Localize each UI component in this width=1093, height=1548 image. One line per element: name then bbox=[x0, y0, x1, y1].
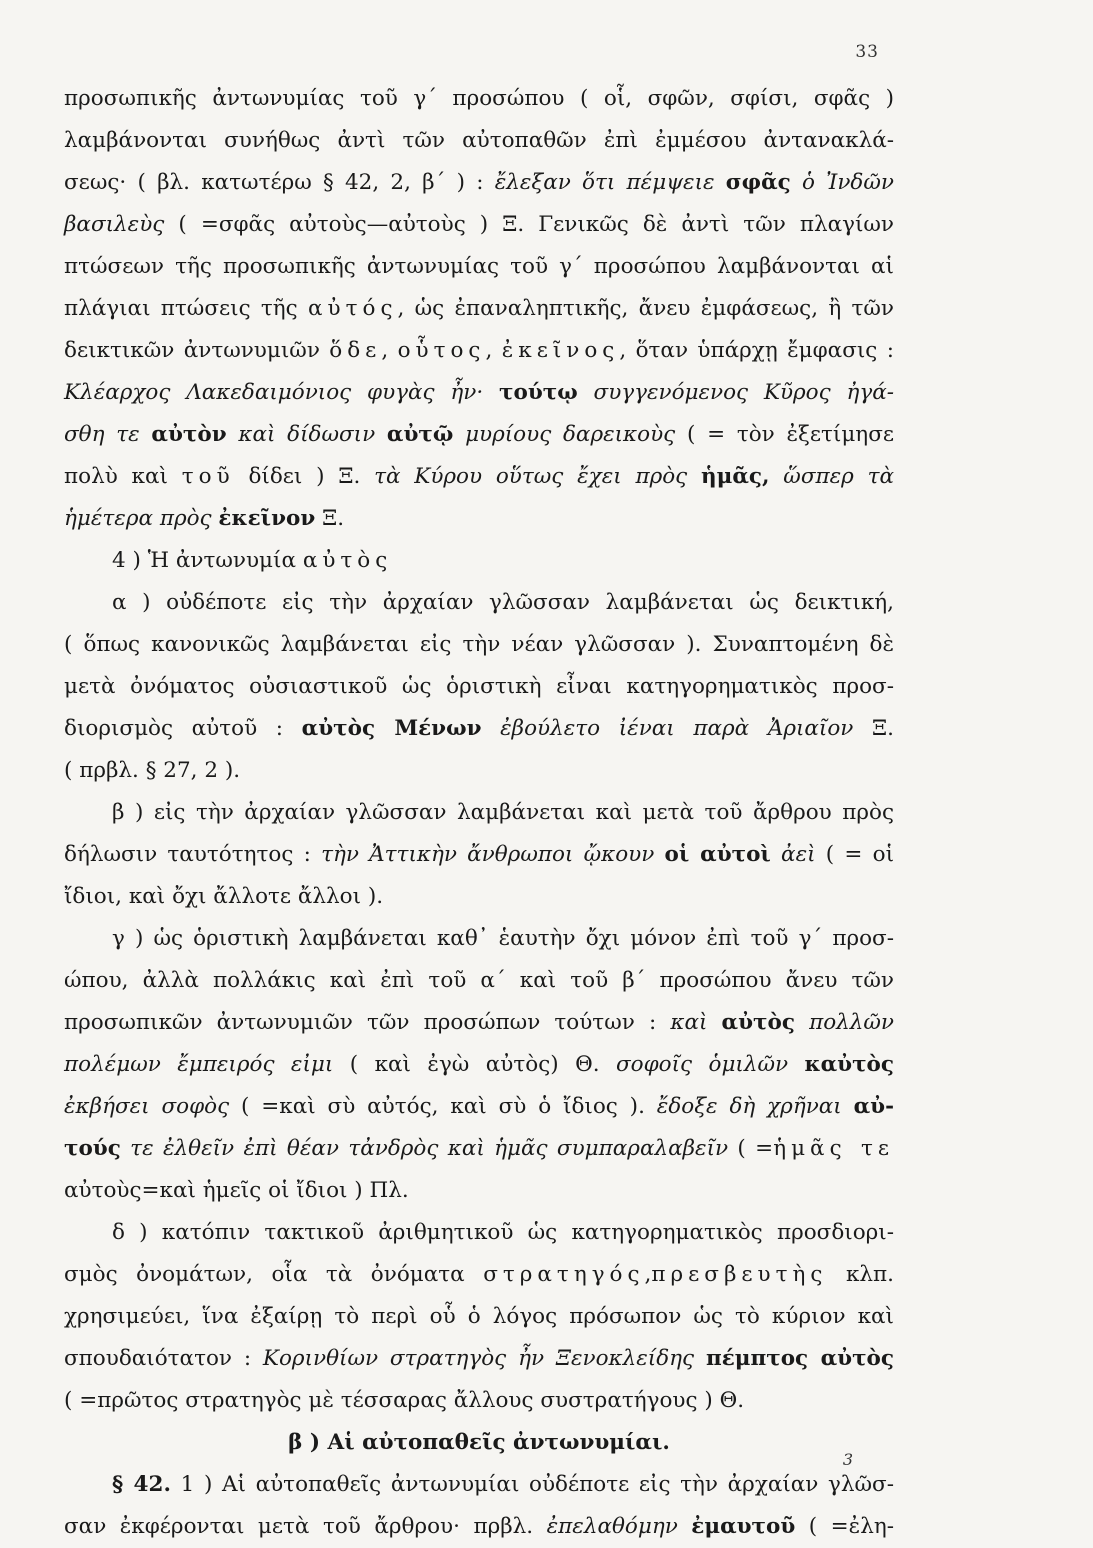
text-line: σθη τε αὐτὸν καὶ δίδωσιν αὐτῷ μυρίους δαρεικοὺς ( = τὸν ἐξετίμησε bbox=[64, 422, 895, 447]
body-text bbox=[64, 78, 894, 1548]
text-line: γ ) ὡς ὁριστικὴ λαμβάνεται καθ᾽ ἑαυτὴν ὄχι μόνον ἐπὶ τοῦ γ΄ προσ- bbox=[112, 926, 894, 951]
text-line: ( πρβλ. § 27, 2 ). bbox=[64, 758, 241, 783]
text-line: πλάγιαι πτώσεις τῆς αὐτός, ὡς ἐπαναληπτικῆς, ἄνευ ἐμφάσεως, ἢ τῶν bbox=[64, 296, 894, 321]
text-line: πολέμων ἔμπειρός εἰμι ( καὶ ἐγὼ αὐτὸς) Θ. σοφοῖς ὁμιλῶν καὐτὸς bbox=[64, 1052, 894, 1077]
section-heading-line: 4 ) Ἡ ἀντωνυμία αὐτὸς bbox=[112, 548, 393, 573]
text-line: ώπου, ἀλλὰ πολλάκις καὶ ἐπὶ τοῦ α΄ καὶ τοῦ β΄ προσώπου ἄνευ τῶν bbox=[64, 968, 894, 993]
text-line: μετὰ ὀνόματος οὐσιαστικοῦ ὡς ὁριστικὴ εἶναι κατηγορηματικὸς προσ- bbox=[64, 674, 894, 699]
page-number: 33 bbox=[855, 42, 879, 62]
text-line: λαμβάνονται συνήθως ἀντὶ τῶν αὐτοπαθῶν ἐπὶ ἐμμέσου ἀντανακλά- bbox=[64, 128, 894, 153]
subsection-heading: β ) Αἱ αὐτοπαθεῖς ἀντωνυμίαι. bbox=[288, 1430, 670, 1455]
text-line: β ) εἰς τὴν ἀρχαίαν γλῶσσαν λαμβάνεται καὶ μετὰ τοῦ ἄρθρου πρὸς bbox=[112, 800, 894, 825]
text-line: ( ὅπως κανονικῶς λαμβάνεται εἰς τὴν νέαν γλῶσσαν ). Συναπτομένη δὲ bbox=[64, 632, 894, 657]
text-line: ἐκβήσει σοφὸς ( =καὶ σὺ αὐτός, καὶ σὺ ὁ ἴδιος ). ἔδοξε δὴ χρῆναι αὐ- bbox=[64, 1094, 894, 1119]
text-line: δ ) κατόπιν τακτικοῦ ἀριθμητικοῦ ὡς κατηγορηματικὸς προσδιορι- bbox=[112, 1220, 894, 1245]
text-line: σπουδαιότατον : Κορινθίων στρατηγὸς ἦν Ξενοκλείδης πέμπτος αὐτὸς bbox=[64, 1346, 894, 1371]
text-line: ἴδιοι, καὶ ὄχι ἄλλοτε ἄλλοι ). bbox=[64, 884, 384, 909]
text-line: δεικτικῶν ἀντωνυμιῶν ὅδε, οὗτος, ἐκεῖνος, ὅταν ὑπάρχῃ ἔμφασις : bbox=[64, 338, 894, 363]
text-line: σαν ἐκφέρονται μετὰ τοῦ ἄρθρου· πρβλ. ἐπελαθόμην ἐμαυτοῦ ( =ἐλη- bbox=[64, 1514, 894, 1539]
text-line: σμὸς ὀνομάτων, οἷα τὰ ὀνόματα στρατηγός,πρεσβευτὴς κλπ. bbox=[64, 1262, 894, 1287]
text-line: τούς τε ἐλθεῖν ἐπὶ θέαν τἀνδρὸς καὶ ἡμᾶς συμπαραλαβεῖν ( =ἡμᾶς τε bbox=[64, 1136, 895, 1161]
text-line: πτώσεων τῆς προσωπικῆς ἀντωνυμίας τοῦ γ΄ προσώπου λαμβάνονται αἱ bbox=[64, 254, 894, 279]
text-line: διορισμὸς αὐτοῦ : αὐτὸς Μένων ἐβούλετο ἰέναι παρὰ Ἀριαῖον Ξ. bbox=[64, 716, 894, 741]
text-line: χρησιμεύει, ἵνα ἐξαίρῃ τὸ περὶ οὗ ὁ λόγος πρόσωπον ὡς τὸ κύριον καὶ bbox=[64, 1304, 894, 1329]
text-line: βασιλεὺς ( =σφᾶς αὐτοὺς—αὐτοὺς ) Ξ. Γενικῶς δὲ ἀντὶ τῶν πλαγίων bbox=[64, 212, 894, 237]
text-line: ἡμέτερα πρὸς ἐκεῖνον Ξ. bbox=[64, 506, 345, 531]
signature-mark: 3 bbox=[842, 1450, 853, 1469]
text-line: α ) οὐδέποτε εἰς τὴν ἀρχαίαν γλῶσσαν λαμβάνεται ὡς δεικτική, bbox=[112, 590, 894, 615]
text-line: προσωπικῶν ἀντωνυμιῶν τῶν προσώπων τούτων : καὶ αὐτὸς πολλῶν bbox=[64, 1010, 894, 1035]
text-line: § 42. 1 ) Αἱ αὐτοπαθεῖς ἀντωνυμίαι οὐδέποτε εἰς τὴν ἀρχαίαν γλῶσ- bbox=[112, 1472, 894, 1497]
text-line: πολὺ καὶ τοῦ δίδει ) Ξ. τὰ Κύρου οὕτως ἔχει πρὸς ἡμᾶς, ὥσπερ τὰ bbox=[64, 464, 895, 489]
text-line: προσωπικῆς ἀντωνυμίας τοῦ γ΄ προσώπου ( οἷ, σφῶν, σφίσι, σφᾶς ) bbox=[64, 86, 894, 111]
text-line: αὐτοὺς=καὶ ἡμεῖς οἱ ἴδιοι ) Πλ. bbox=[64, 1178, 409, 1203]
text-line: Κλέαρχος Λακεδαιμόνιος φυγὰς ἦν· τούτῳ συγγενόμενος Κῦρος ἠγά- bbox=[64, 380, 895, 405]
text-line: δήλωσιν ταυτότητος : τὴν Ἀττικὴν ἄνθρωποι ᾤκουν οἱ αὐτοὶ ἀεὶ ( = οἱ bbox=[64, 842, 894, 867]
text-line: σεως· ( βλ. κατωτέρω § 42, 2, β΄ ) : ἔλεξαν ὅτι πέμψειε σφᾶς ὁ Ἰνδῶν bbox=[64, 170, 894, 195]
text-line: ( =πρῶτος στρατηγὸς μὲ τέσσαρας ἄλλους συστρατήγους ) Θ. bbox=[64, 1388, 745, 1413]
